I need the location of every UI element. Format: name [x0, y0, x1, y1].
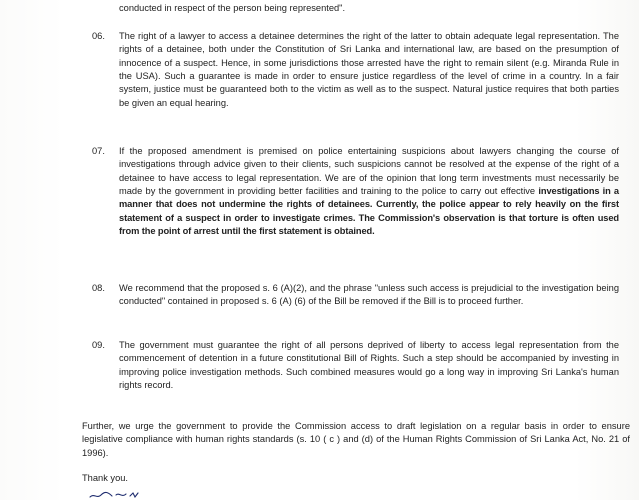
paragraph-text: The right of a lawyer to access a detainee determines the right of the latter to obtain adequate legal representation. The rights of a detainee, both under the Constitution of Sri Lanka and international law, are based on the presumption of innocence of a suspect. Hence, in some jurisdictions those arrested have the right to remain silent (e.g. Miranda Rule in the USA). Such a guarantee is made in order to ensure justice regardless of the level of crime in a country. In a fair system, justice must be guaranteed both to the victim as well as to the suspect. Natural justice requires that both parties be given an equal hearing.	[119, 31, 619, 108]
paragraph-text: We recommend that the proposed s. 6 (A)(2), and the phrase "unless such access is prejudicial to the investigation being conducted" contained in proposed s. 6 (A) (6) of the Bill be removed if the Bill is to proceed further.	[119, 283, 619, 307]
carried-over-quote: conducted in respect of the person being represented".	[119, 3, 346, 13]
paragraph-number: 06.	[92, 31, 105, 41]
paragraph-number: 08.	[92, 283, 105, 293]
closing-paragraph: Further, we urge the government to provide the Commission access to draft legislation on a regular basis in order to ensure legislative compliance with human rights standards (s. 10 ( c ) and (d) of the Human Rights Commission of Sri Lanka Act, No. 21 of 1996).	[82, 421, 630, 458]
paragraph-number: 09.	[92, 340, 105, 350]
thank-you-line: Thank you.	[82, 473, 128, 483]
paragraph-text: The government must guarantee the right of all persons deprived of liberty to access legal representation from the commencement of detention in a future constitutional Bill of Rights. Such a step should be accompanied by investing in improving police investigation methods. Such combined measures would go a long way in improving Sri Lanka's human rights record.	[119, 340, 619, 391]
signature-mark	[88, 489, 148, 500]
paragraph-number: 07.	[92, 146, 105, 156]
paragraph-text: If the proposed amendment is premised on police entertaining suspicions about lawyers changing the course of investigations through advice given to their clients, such suspicions cannot be resolved at the expense of the right of a detainee to have access to legal representation. We are of the opinion that long term investments must necessarily be made by the government in providing better facilities and training to the police to carry out effective investigations in a manner that does not undermine the rights of detainees. Currently, the police appear to rely heavily on the first statement of a suspect in order to investigate crimes. The Commission's observation is that torture is often used from the point of arrest until the first statement is obtained.	[119, 146, 619, 237]
